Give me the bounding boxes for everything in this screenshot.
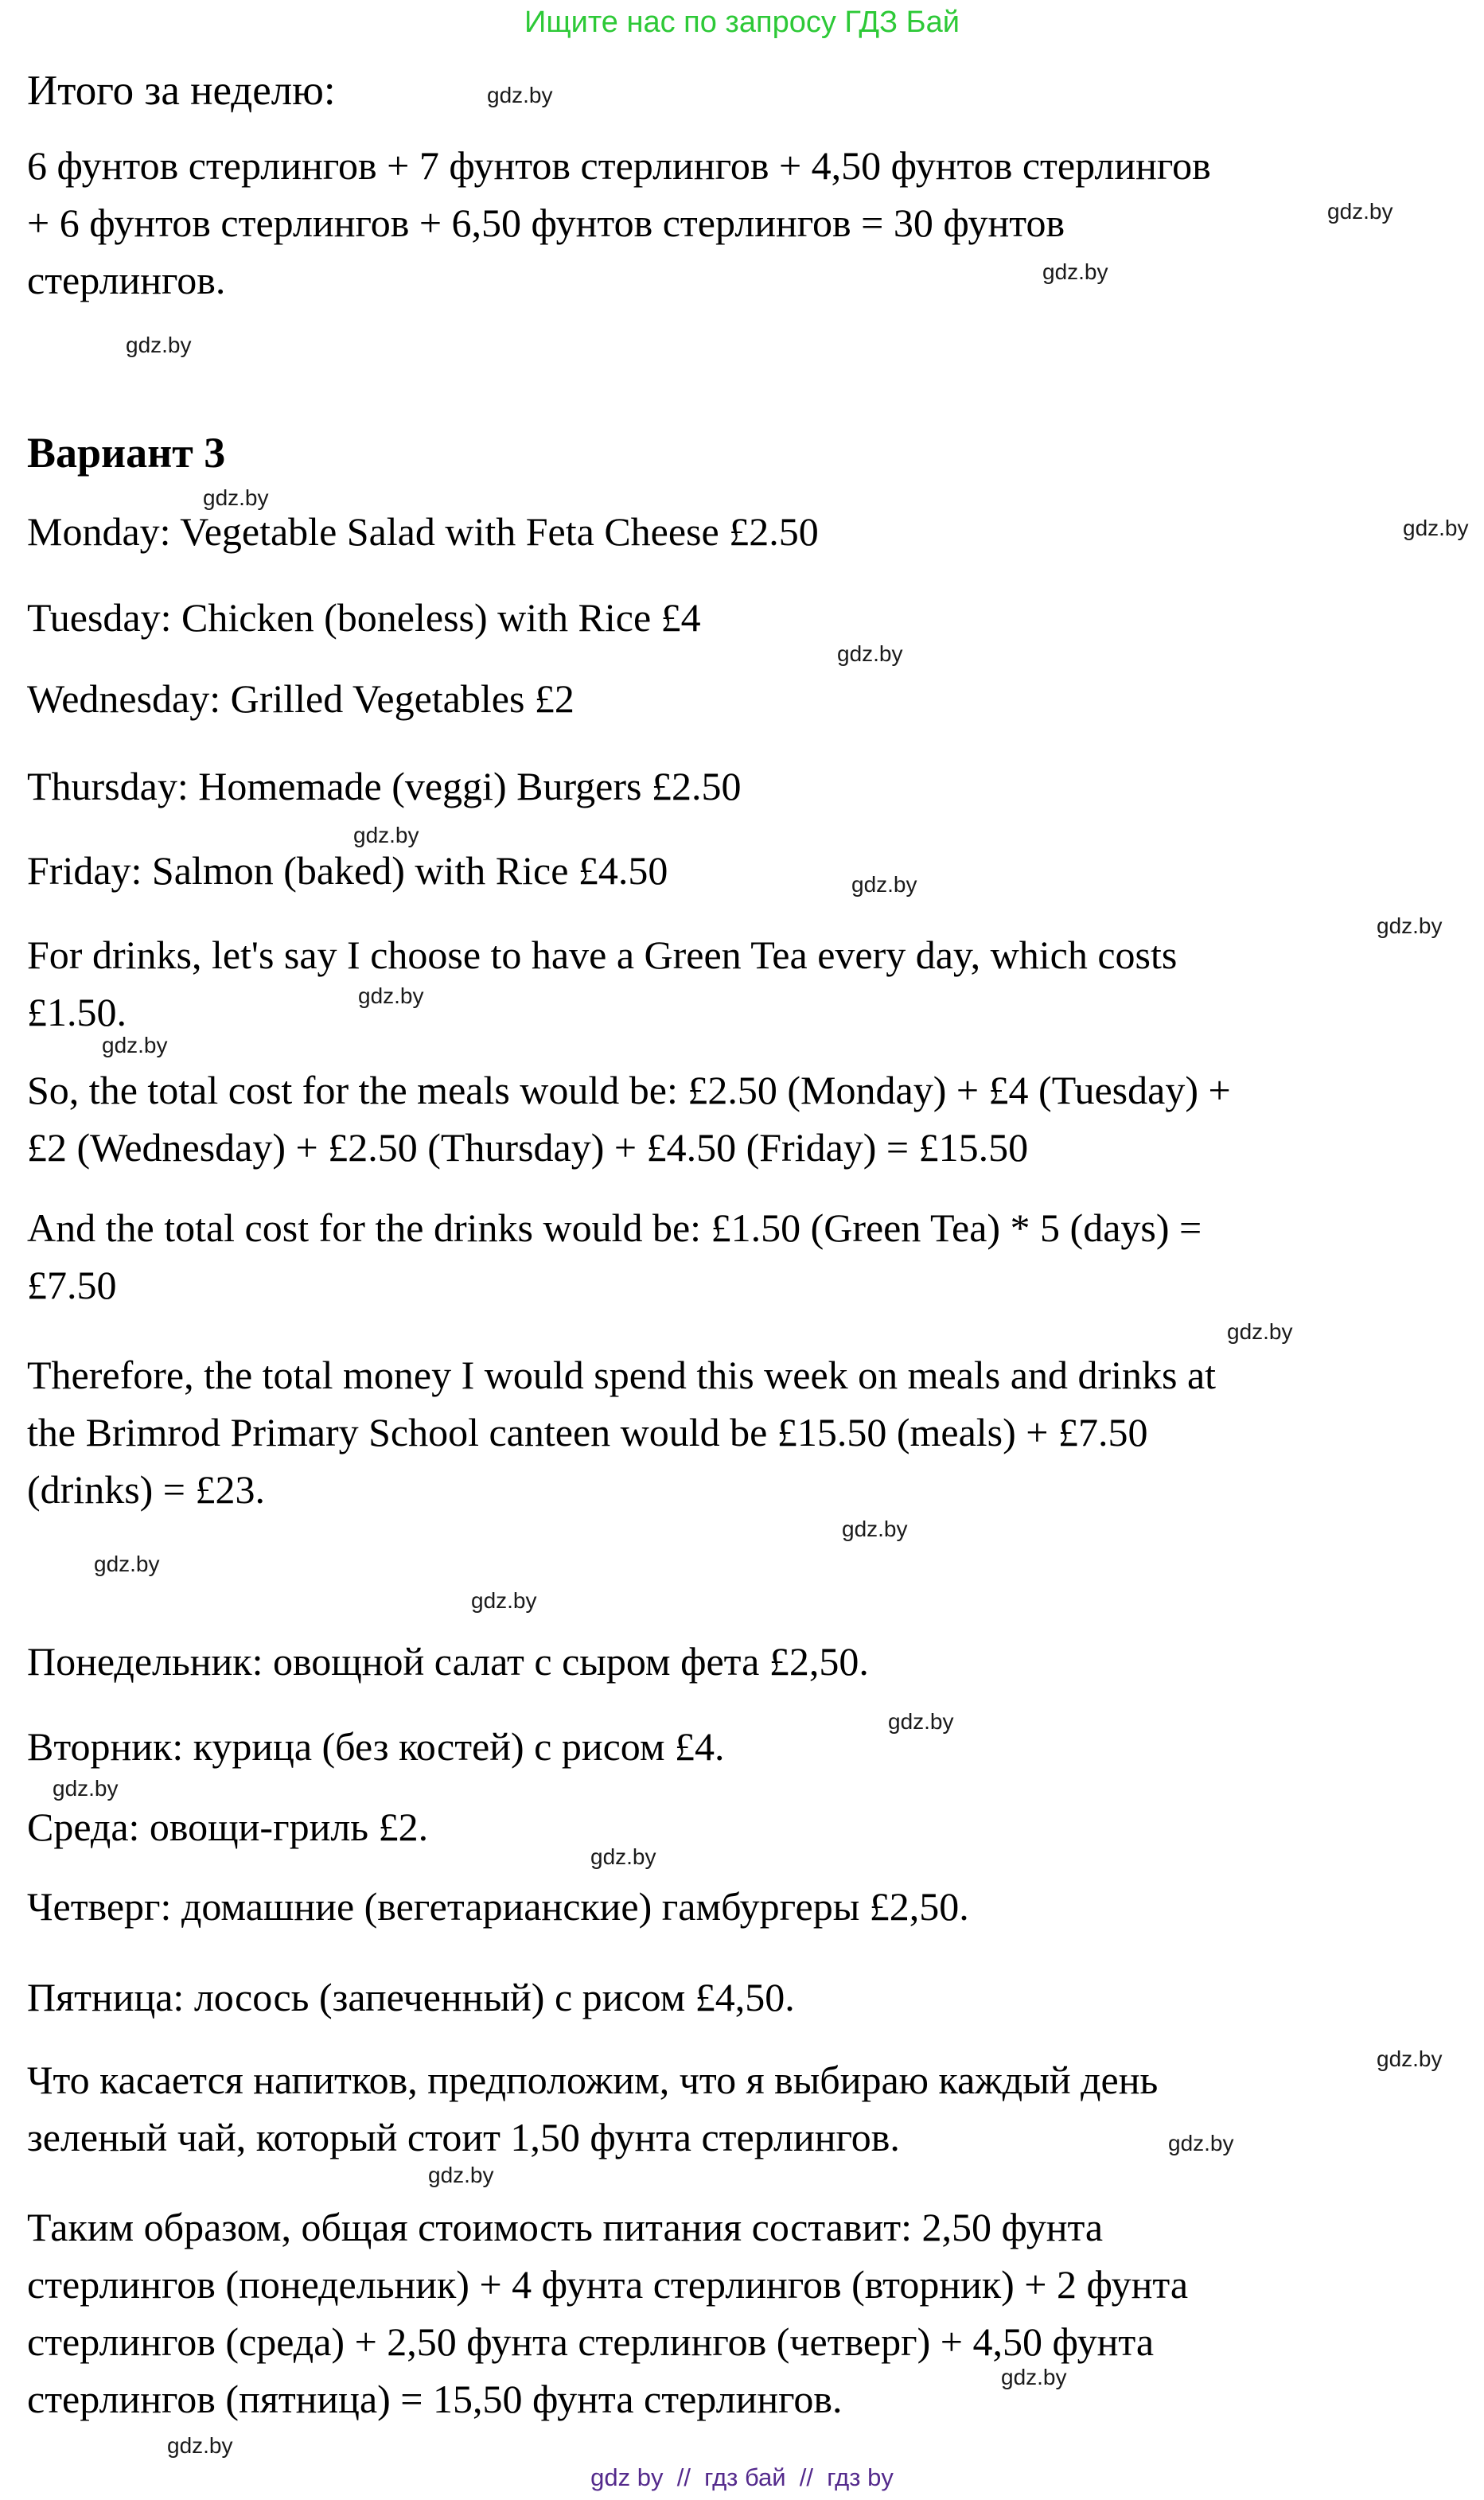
gdz-watermark: gdz.by bbox=[590, 1844, 656, 1869]
menu-ru-thursday: Четверг: домашние (вегетарианские) гамбургеры £2,50. bbox=[27, 1884, 969, 1929]
gdz-watermark: gdz.by bbox=[1377, 2046, 1443, 2071]
drinks-total-en-line: And the total cost for the drinks would be: £1.50 (Green Tea) * 5 (days) = bbox=[27, 1205, 1202, 1250]
week-total-line: + 6 фунтов стерлингов + 6,50 фунтов стерлингов = 30 фунтов bbox=[27, 201, 1065, 245]
menu-en-friday: Friday: Salmon (baked) with Rice £4.50 bbox=[27, 848, 668, 893]
menu-ru-monday: Понедельник: овощной салат с сыром фета £2,50. bbox=[27, 1639, 869, 1684]
gdz-watermark: gdz.by bbox=[1403, 516, 1469, 540]
menu-en-thursday: Thursday: Homemade (veggi) Burgers £2.50 bbox=[27, 764, 742, 808]
meals-total-en-line: £2 (Wednesday) + £2.50 (Thursday) + £4.50 (Friday) = £15.50 bbox=[27, 1125, 1029, 1170]
gdz-watermark: gdz.by bbox=[1042, 259, 1108, 284]
summary-heading: Итого за неделю: bbox=[27, 68, 336, 114]
meals-total-en-line: So, the total cost for the meals would be: £2.50 (Monday) + £4 (Tuesday) + bbox=[27, 1068, 1231, 1112]
gdz-watermark: gdz.by bbox=[487, 83, 553, 107]
gdz-watermark: gdz.by bbox=[94, 1552, 160, 1576]
meals-total-ru-line: Таким образом, общая стоимость питания составит: 2,50 фунта bbox=[27, 2205, 1104, 2249]
week-total-line: стерлингов. bbox=[27, 258, 226, 302]
meals-total-paragraph-en bbox=[27, 1061, 1468, 1176]
footer-text: gdz by // гдз бай // гдз by bbox=[590, 2463, 894, 2491]
gdz-watermark: gdz.by bbox=[851, 872, 917, 897]
gdz-watermark: gdz.by bbox=[888, 1709, 954, 1734]
meals-total-ru-line: стерлингов (среда) + 2,50 фунта стерлингов (четверг) + 4,50 фунта bbox=[27, 2319, 1155, 2364]
gdz-watermark: gdz.by bbox=[842, 1517, 908, 1541]
drinks-en-line: For drinks, let's say I choose to have a Green Tea every day, which costs bbox=[27, 933, 1178, 977]
week-total-paragraph bbox=[27, 137, 1468, 309]
gdz-watermark: gdz.by bbox=[837, 641, 903, 666]
drinks-total-en-line: £7.50 bbox=[27, 1263, 117, 1307]
grand-total-en-line: (drinks) = £23. bbox=[27, 1467, 265, 1512]
menu-ru-friday: Пятница: лосось (запеченный) с рисом £4,50. bbox=[27, 1975, 795, 2019]
meals-total-ru-line: стерлингов (пятница) = 15,50 фунта стерлингов. bbox=[27, 2377, 843, 2421]
gdz-watermark: gdz.by bbox=[358, 983, 424, 1008]
drinks-paragraph-ru bbox=[27, 2051, 1468, 2166]
variant-heading: Вариант 3 bbox=[27, 429, 226, 477]
gdz-watermark: gdz.by bbox=[126, 333, 192, 357]
menu-en-wednesday: Wednesday: Grilled Vegetables £2 bbox=[27, 676, 575, 721]
menu-en-monday: Monday: Vegetable Salad with Feta Cheese £2.50 bbox=[27, 509, 819, 554]
grand-total-en-line: Therefore, the total money I would spend this week on meals and drinks at bbox=[27, 1353, 1217, 1397]
week-total-line: 6 фунтов стерлингов + 7 фунтов стерлингов + 4,50 фунтов стерлингов bbox=[27, 143, 1211, 188]
gdz-watermark: gdz.by bbox=[1168, 2131, 1234, 2155]
drinks-paragraph-en bbox=[27, 926, 1468, 1041]
gdz-watermark: gdz.by bbox=[167, 2433, 233, 2458]
drinks-en-line: £1.50. bbox=[27, 990, 127, 1034]
gdz-watermark: gdz.by bbox=[53, 1776, 119, 1801]
drinks-ru-line: зеленый чай, который стоит 1,50 фунта стерлингов. bbox=[27, 2115, 900, 2159]
gdz-watermark: gdz.by bbox=[428, 2163, 494, 2187]
promo-banner: Ищите нас по запросу ГДЗ Бай bbox=[524, 6, 960, 39]
gdz-watermark: gdz.by bbox=[203, 485, 269, 510]
grand-total-paragraph-en bbox=[27, 1346, 1468, 1518]
gdz-watermark: gdz.by bbox=[471, 1588, 537, 1613]
meals-total-ru-line: стерлингов (понедельник) + 4 фунта стерлингов (вторник) + 2 фунта bbox=[27, 2262, 1189, 2307]
gdz-watermark: gdz.by bbox=[102, 1033, 168, 1057]
menu-ru-tuesday: Вторник: курица (без костей) с рисом £4. bbox=[27, 1724, 725, 1769]
menu-en-tuesday: Tuesday: Chicken (boneless) with Rice £4 bbox=[27, 595, 701, 640]
gdz-watermark: gdz.by bbox=[1327, 199, 1393, 224]
gdz-watermark: gdz.by bbox=[1377, 913, 1443, 938]
gdz-watermark: gdz.by bbox=[1227, 1319, 1293, 1344]
meals-total-paragraph-ru bbox=[27, 2198, 1468, 2428]
drinks-total-paragraph-en bbox=[27, 1199, 1468, 1314]
drinks-ru-line: Что касается напитков, предположим, что я выбираю каждый день bbox=[27, 2058, 1159, 2102]
gdz-watermark: gdz.by bbox=[1001, 2365, 1067, 2389]
menu-ru-wednesday: Среда: овощи-гриль £2. bbox=[27, 1805, 429, 1849]
grand-total-en-line: the Brimrod Primary School canteen would be £15.50 (meals) + £7.50 bbox=[27, 1410, 1148, 1454]
gdz-watermark: gdz.by bbox=[353, 823, 419, 847]
